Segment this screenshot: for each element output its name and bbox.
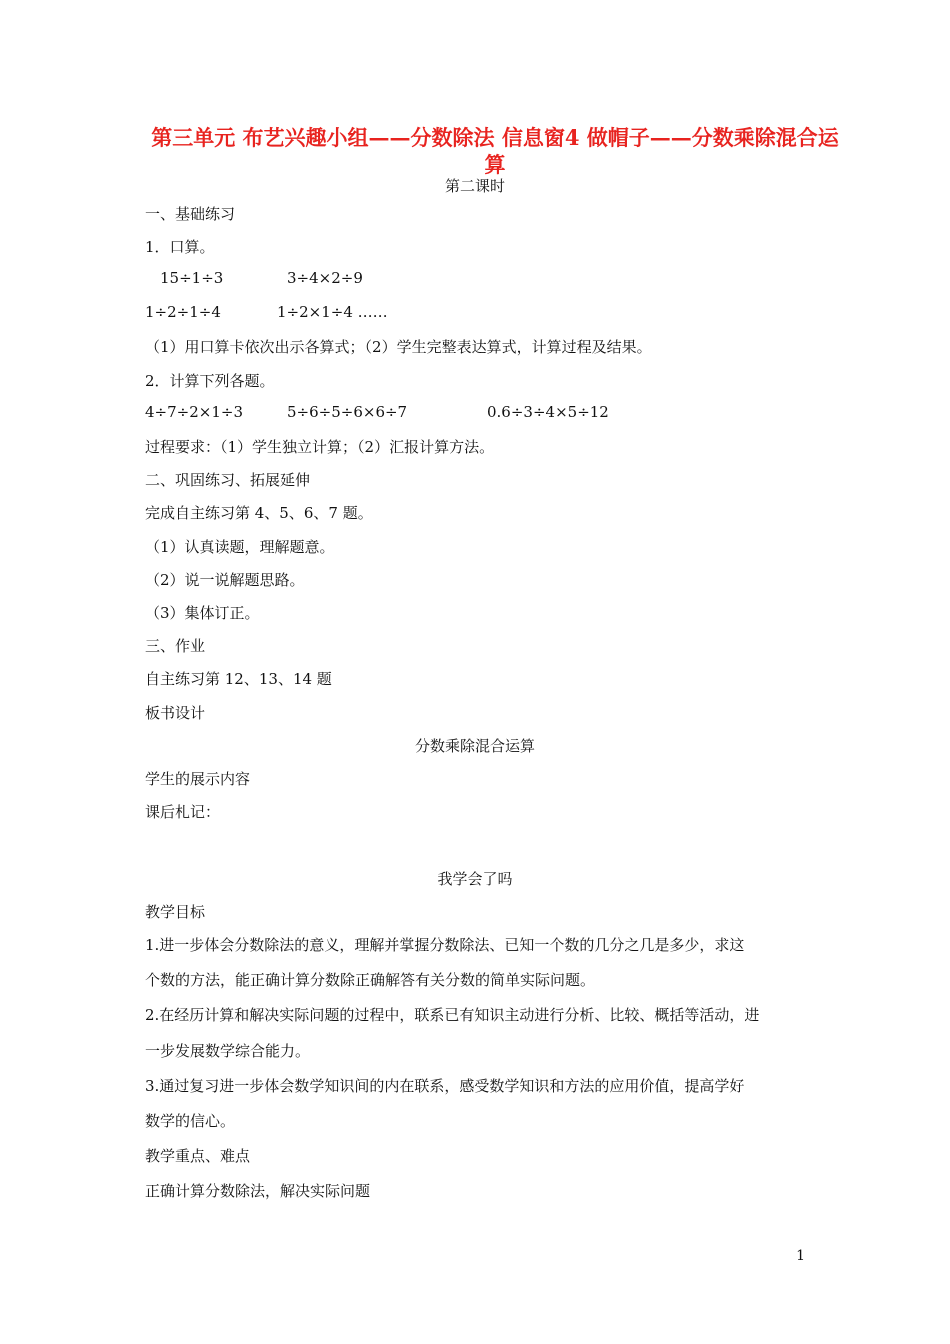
after-class-notes-label: 课后札记： [145, 803, 221, 821]
document-title: 第三单元 布艺兴趣小组——分数除法 信息窗4 做帽子——分数乘除混合运算 [151, 125, 839, 177]
section-2-task: 完成自主练习第 4、5、6、7 题。 [145, 504, 373, 522]
oral-calc-3: 1÷2÷1÷4 [145, 303, 221, 321]
section-2-item-1: （1）认真读题，理解题意。 [145, 538, 335, 556]
review-heading: 我学会了吗 [437, 870, 513, 888]
teaching-goal-label: 教学目标 [145, 903, 206, 921]
section-homework: 三、作业 [145, 637, 206, 655]
goal-1-line-1: 1.进一步体会分数除法的意义，理解并掌握分数除法、已知一个数的几分之几是多少，求这 [145, 936, 745, 954]
calc-expr-1: 4÷7÷2×1÷3 [145, 403, 243, 421]
calc-expr-3: 0.6÷3÷4×5÷12 [487, 403, 609, 421]
board-design-label: 板书设计 [145, 704, 206, 722]
homework-text: 自主练习第 12、13、14 题 [145, 670, 332, 688]
oral-calc-1: 15÷1÷3 [160, 269, 224, 287]
section-2-item-3: （3）集体订正。 [145, 604, 260, 622]
oral-calc-2: 3÷4×2÷9 [287, 269, 363, 287]
section-2-item-2: （2）说一说解题思路。 [145, 571, 305, 589]
section-basic-practice: 一、基础练习 [145, 205, 236, 223]
goal-2-line-2: 一步发展数学综合能力。 [145, 1042, 311, 1060]
lesson-subtitle: 第二课时 [444, 177, 505, 195]
oral-calc-4: 1÷2×1÷4 …… [277, 303, 388, 321]
page-number: 1 [796, 1248, 805, 1264]
key-points-text: 正确计算分数除法，解决实际问题 [145, 1182, 371, 1200]
key-points-label: 教学重点、难点 [145, 1147, 251, 1165]
question-1: 1．口算。 [145, 238, 215, 256]
section-consolidation: 二、巩固练习、拓展延伸 [145, 471, 311, 489]
goal-3-line-2: 数学的信心。 [145, 1112, 236, 1130]
goal-1-line-2: 个数的方法，能正确计算分数除正确解答有关分数的简单实际问题。 [145, 971, 596, 989]
question-1-note: （1）用口算卡依次出示各算式；（2）学生完整表达算式，计算过程及结果。 [145, 338, 652, 356]
question-2-note: 过程要求：（1）学生独立计算；（2）汇报计算方法。 [145, 438, 495, 456]
goal-3-line-1: 3.通过复习进一步体会数学知识间的内在联系，感受数学知识和方法的应用价值，提高学好 [145, 1077, 745, 1095]
student-show-label: 学生的展示内容 [145, 770, 251, 788]
board-title: 分数乘除混合运算 [414, 737, 535, 755]
question-2: 2．计算下列各题。 [145, 372, 275, 390]
goal-2-line-1: 2.在经历计算和解决实际问题的过程中，联系已有知识主动进行分析、比较、概括等活动，进 [145, 1006, 760, 1024]
calc-expr-2: 5÷6÷5÷6×6÷7 [287, 403, 408, 421]
